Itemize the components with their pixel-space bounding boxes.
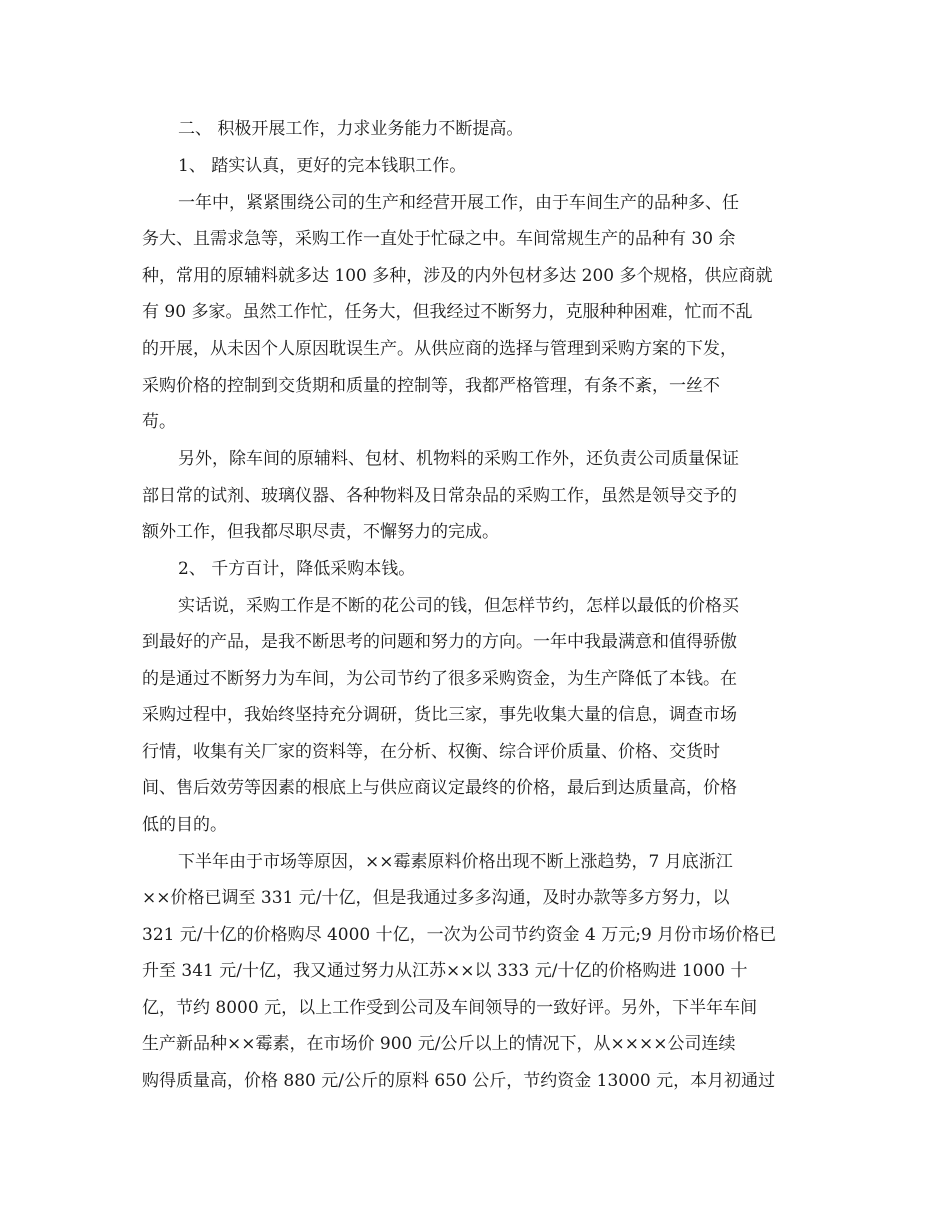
paragraph-line: 升至 341 元/十亿，我又通过努力从江苏××以 333 元/十亿的价格购进 1000 十 bbox=[142, 961, 748, 981]
paragraph-line: 有 90 多家。虽然工作忙，任务大，但我经过不断努力，克服种种困难，忙而不乱 bbox=[142, 302, 753, 322]
paragraph-line: ××价格已调至 331 元/十亿，但是我通过多多沟通，及时办款等多方努力，以 bbox=[142, 888, 730, 908]
paragraph-line: 的开展，从未因个人原因耽误生产。从供应商的选择与管理到采购方案的下发， bbox=[142, 339, 737, 359]
subsection-heading: 1、 踏实认真，更好的完本钱职工作。 bbox=[178, 156, 467, 176]
paragraph-line: 321 元/十亿的价格购尽 4000 十亿，一次为公司节约资金 4 万元;9 月份市场价格已 bbox=[142, 925, 777, 945]
paragraph-line: 购得质量高，价格 880 元/公斤的原料 650 公斤，节约资金 13000 元，本月初通过 bbox=[142, 1071, 776, 1091]
paragraph-line: 额外工作，但我都尽职尽责，不懈努力的完成。 bbox=[142, 522, 499, 542]
paragraph-line: 另外，除车间的原辅料、包材、机物料的采购工作外，还负责公司质量保证 bbox=[178, 449, 739, 469]
paragraph-line: 低的目的。 bbox=[142, 815, 227, 835]
subsection-heading: 2、 千方百计，降低采购本钱。 bbox=[178, 559, 416, 579]
paragraph-line: 生产新品种××霉素，在市场价 900 元/公斤以上的情况下，从××××公司连续 bbox=[142, 1034, 736, 1054]
paragraph-line: 实话说，采购工作是不断的花公司的钱，但怎样节约，怎样以最低的价格买 bbox=[178, 596, 739, 616]
paragraph-line: 采购价格的控制到交货期和质量的控制等，我都严格管理，有条不紊，一丝不 bbox=[142, 376, 720, 396]
paragraph-line: 部日常的试剂、玻璃仪器、各种物料及日常杂品的采购工作，虽然是领导交予的 bbox=[142, 486, 737, 506]
section-heading: 二、 积极开展工作，力求业务能力不断提高。 bbox=[178, 119, 524, 139]
paragraph-line: 行情，收集有关厂家的资料等，在分析、权衡、综合评价质量、价格、交货时 bbox=[142, 742, 720, 762]
paragraph-line: 务大、且需求急等，采购工作一直处于忙碌之中。车间常规生产的品种有 30 余 bbox=[142, 229, 736, 249]
paragraph-line: 种，常用的原辅料就多达 100 多种，涉及的内外包材多达 200 多个规格，供应商就 bbox=[142, 266, 773, 286]
paragraph-line: 的是通过不断努力为车间，为公司节约了很多采购资金，为生产降低了本钱。在 bbox=[142, 669, 737, 689]
paragraph-line: 采购过程中，我始终坚持充分调研，货比三家，事先收集大量的信息，调查市场 bbox=[142, 705, 737, 725]
paragraph-line: 一年中，紧紧围绕公司的生产和经营开展工作，由于车间生产的品种多、任 bbox=[178, 193, 739, 213]
paragraph-line: 苟。 bbox=[142, 412, 176, 432]
paragraph-line: 亿，节约 8000 元，以上工作受到公司及车间领导的一致好评。另外，下半年车间 bbox=[142, 998, 758, 1018]
paragraph-line: 到最好的产品，是我不断思考的问题和努力的方向。一年中我最满意和值得骄傲 bbox=[142, 632, 737, 652]
paragraph-line: 下半年由于市场等原因，××霉素原料价格出现不断上涨趋势，7 月底浙江 bbox=[178, 852, 733, 872]
paragraph-line: 间、售后效劳等因素的根底上与供应商议定最终的价格，最后到达质量高，价格 bbox=[142, 778, 737, 798]
